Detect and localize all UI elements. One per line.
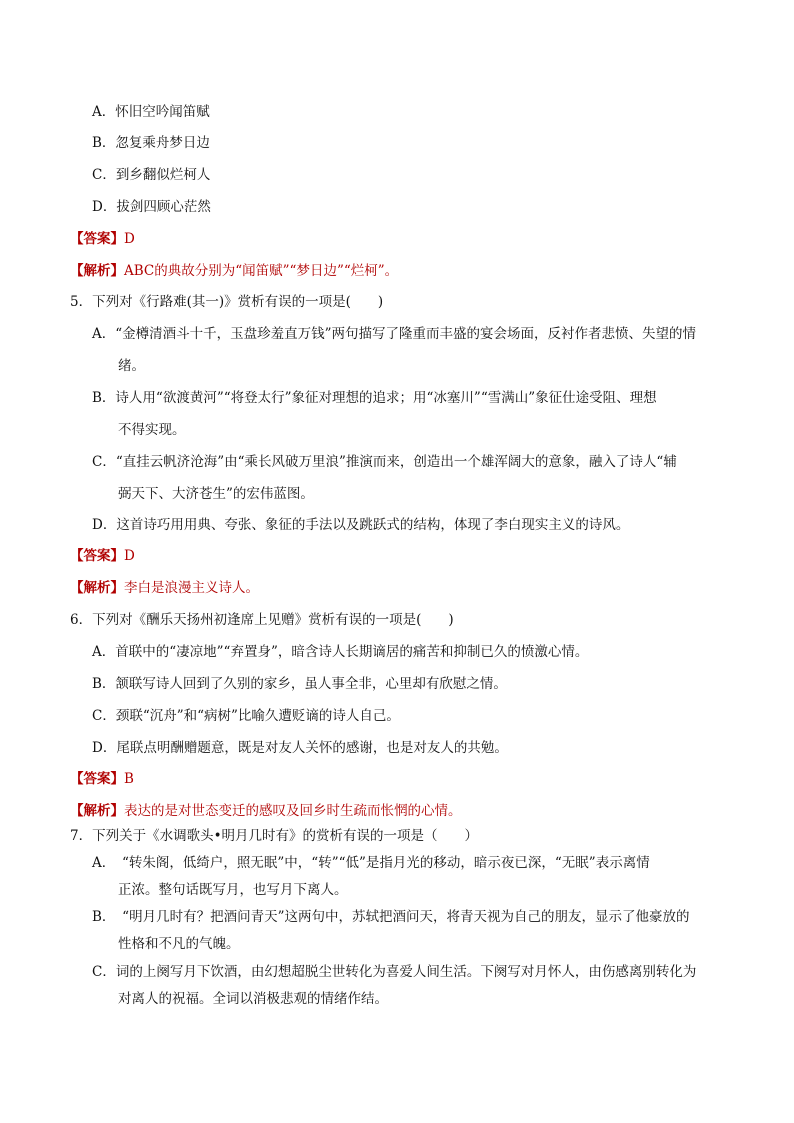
q5-option-c-line2: 弼天下、大济苍生”的宏伟蓝图。 (118, 486, 314, 502)
q4-option-b: B．忽复乘舟梦日边 (92, 135, 210, 151)
q5-option-b-line1: B．诗人用“欲渡黄河”“将登太行”象征对理想的追求；用“冰塞川”“雪满山”象征仕途受阻、理想 (92, 390, 657, 406)
answer-value: D (124, 548, 135, 564)
q5-stem: 5．下列对《行路难(其一)》赏析有误的一项是( ) (70, 294, 384, 310)
q6-stem: 6．下列对《酬乐天扬州初逢席上见赠》赏析有误的一项是( ) (70, 612, 454, 628)
analysis-text: 表达的是对世态变迁的感叹及回乡时生疏而怅惘的心情。 (124, 803, 462, 819)
q7-option-b-line2: 性格和不凡的气魄。 (118, 936, 240, 952)
q5-option-b-line2: 不得实现。 (118, 422, 186, 438)
analysis-label: 【解析】 (70, 263, 124, 279)
q5-option-a-line2: 绪。 (118, 358, 145, 374)
answer-label: 【答案】 (70, 231, 124, 247)
q7-stem: 7．下列关于《水调歌头•明月几时有》的赏析有误的一项是（ ） (70, 828, 479, 844)
q6-option-a: A．首联中的“凄凉地”“弃置身”，暗含诗人长期谪居的痛苦和抑制已久的愤激心情。 (92, 644, 589, 660)
q6-option-c: C．颈联“沉舟”和“病树”比喻久遭贬谪的诗人自己。 (92, 708, 400, 724)
analysis-label: 【解析】 (70, 803, 124, 819)
q4-analysis (70, 261, 398, 281)
q6-answer (70, 769, 134, 789)
analysis-text: 李白是浪漫主义诗人。 (124, 580, 259, 596)
q4-option-a: A．怀旧空吟闻笛赋 (92, 104, 210, 120)
q5-answer (70, 546, 135, 566)
q4-option-d: D．拔剑四顾心茫然 (92, 199, 211, 215)
q7-option-c-line1: C．词的上阕写月下饮酒，由幻想超脱尘世转化为喜爱人间生活。下阕写对月怀人，由伤感离别转化为 (92, 964, 697, 980)
q5-option-c-line1: C．“直挂云帆济沧海”由“乘长风破万里浪”推演而来，创造出一个雄浑阔大的意象，融入了诗人“辅 (92, 454, 677, 470)
q6-analysis (70, 801, 462, 821)
q7-option-a-line1: A． “转朱阁，低绮户，照无眠”中，“转”“低”是指月光的移动，暗示夜已深，“无眠”表示离情 (92, 855, 650, 871)
q6-option-b: B．颔联写诗人回到了久别的家乡，虽人事全非，心里却有欣慰之情。 (92, 676, 507, 692)
q7-option-a-line2: 正浓。整句话既写月，也写月下离人。 (118, 882, 348, 898)
analysis-label: 【解析】 (70, 580, 124, 596)
q5-option-d: D．这首诗巧用用典、夸张、象征的手法以及跳跃式的结构，体现了李白现实主义的诗风。 (92, 517, 630, 533)
q7-option-c-line2: 对离人的祝福。全词以消极悲观的情绪作结。 (118, 991, 388, 1007)
answer-label: 【答案】 (70, 771, 124, 787)
q6-option-d: D．尾联点明酬赠题意，既是对友人关怀的感谢，也是对友人的共勉。 (92, 740, 508, 756)
q4-answer (70, 229, 135, 249)
analysis-text: ABC的典故分别为“闻笛赋”“梦日边”“烂柯”。 (124, 263, 399, 279)
answer-value: B (124, 771, 134, 787)
q7-option-b-line1: B． “明月几时有？把酒问青天”这两句中，苏轼把酒问天，将青天视为自己的朋友，显示了他豪放的 (92, 909, 690, 925)
answer-value: D (124, 231, 135, 247)
answer-label: 【答案】 (70, 548, 124, 564)
q5-analysis (70, 578, 259, 598)
q4-option-c: C．到乡翻似烂柯人 (92, 167, 211, 183)
q5-option-a-line1: A．“金樽清酒斗十千，玉盘珍羞直万钱”两句描写了隆重而丰盛的宴会场面，反衬作者悲愤、失望的情 (92, 326, 697, 342)
